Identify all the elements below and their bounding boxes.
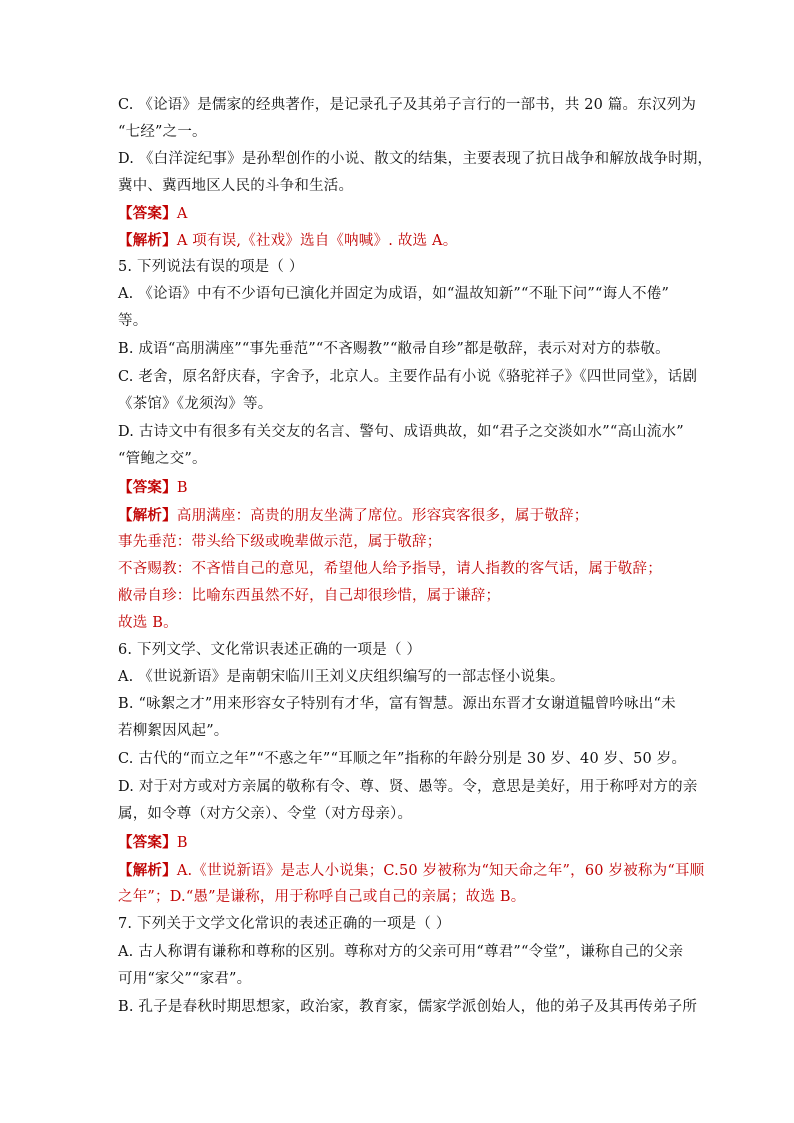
q4-option-d-line1: D. 《白洋淀纪事》是孙犁创作的小说、散文的结集，主要表现了抗日战争和解放战争时期，	[118, 151, 713, 167]
q5-stem: 5. 下列说法有误的项是（ ）	[118, 259, 304, 275]
q5-option-b: B. 成语“高朋满座”“事先垂范”“不吝赐教”“敝帚自珍”都是敬辞，表示对对方的恭敬。	[118, 341, 670, 357]
q6-stem: 6. 下列文学、文化常识表述正确的一项是（ ）	[118, 642, 422, 658]
q6-option-d-line1: D. 对于对方或对方亲属的敬称有令、尊、贤、愚等。令，意思是美好，用于称呼对方的亲	[118, 779, 698, 795]
q4-analysis	[118, 227, 678, 255]
q4-option-c-line1: C. 《论语》是儒家的经典著作，是记录孔子及其弟子言行的一部书，共 20 篇。东汉列为	[118, 97, 697, 113]
analysis-tag: 【解析】	[118, 862, 177, 879]
analysis-text: 高朋满座：高贵的朋友坐满了席位。形容宾客很多，属于敬辞；	[176, 508, 589, 524]
q5-option-a-line1: A. 《论语》中有不少语句已演化并固定为成语，如“温故知新”“不耻下问”“诲人不倦”	[118, 286, 670, 302]
q5-answer	[118, 474, 678, 502]
q7-option-a-line2: 可用“家父”“家君”。	[118, 971, 252, 987]
q6-analysis-line2: 之年”；D.“愚”是谦称，用于称呼自己或自己的亲属；故选 B。	[118, 889, 526, 905]
q5-analysis-line4: 敝帚自珍：比喻东西虽然不好，自己却很珍惜，属于谦辞；	[118, 588, 501, 604]
answer-tag: 【答案】	[118, 834, 177, 851]
q5-option-c-line2: 《茶馆》《龙须沟》等。	[118, 396, 273, 412]
q6-analysis-line1	[118, 857, 705, 885]
q5-option-d-line2: “管鲍之交”。	[118, 451, 207, 467]
q5-analysis-line3: 不吝赐教：不吝惜自己的意见，希望他人给予指导，请人指教的客气话，属于敬辞；	[118, 561, 662, 577]
q6-option-b-line2: 若柳絮因风起”。	[118, 723, 229, 739]
q6-option-a: A. 《世说新语》是南朝宋临川王刘义庆组织编写的一部志怪小说集。	[118, 669, 565, 685]
answer-tag: 【答案】	[118, 479, 177, 496]
q5-analysis-line2: 事先垂范：带头给下级或晚辈做示范，属于敬辞；	[118, 534, 442, 550]
analysis-tag: 【解析】	[118, 507, 177, 524]
q5-analysis-line1	[118, 502, 678, 530]
q5-analysis-line5: 故选 B。	[118, 615, 178, 631]
q6-option-d-line2: 属，如令尊（对方父亲）、令堂（对方母亲）。	[118, 806, 413, 822]
analysis-text: A 项有误,《社戏》选自《呐喊》. 故选 A。	[176, 233, 458, 249]
answer-tag: 【答案】	[118, 205, 177, 222]
q7-option-b-line1: B. 孔子是春秋时期思想家，政治家，教育家，儒家学派创始人，他的弟子及其再传弟子所	[118, 999, 698, 1015]
analysis-text: A.《世说新语》是志人小说集；C.50 岁被称为“知天命之年”，60 岁被称为“耳顺	[176, 863, 705, 879]
answer-value: A	[176, 206, 188, 222]
q4-answer	[118, 200, 678, 228]
q6-option-c: C. 古代的“而立之年”“不惑之年”“耳顺之年”指称的年龄分别是 30 岁、40 岁、50 岁。	[118, 751, 687, 767]
q7-stem: 7. 下列关于文学文化常识的表述正确的一项是（ ）	[118, 916, 451, 932]
q6-option-b-line1: B. “咏絮之才”用来形容女子特别有才华，富有智慧。源出东晋才女谢道韫曾吟咏出“未	[118, 696, 676, 712]
analysis-tag: 【解析】	[118, 232, 177, 249]
q6-answer	[118, 829, 678, 857]
answer-value: B	[176, 480, 188, 496]
q5-option-a-line2: 等。	[118, 313, 148, 329]
q7-option-a-line1: A. 古人称谓有谦称和尊称的区别。尊称对方的父亲可用“尊君”“令堂”，谦称自己的父亲	[118, 944, 684, 960]
answer-value: B	[176, 835, 188, 851]
q4-option-c-line2: “七经”之一。	[118, 124, 207, 140]
q4-option-d-line2: 冀中、冀西地区人民的斗争和生活。	[118, 178, 354, 194]
q5-option-d-line1: D. 古诗文中有很多有关交友的名言、警句、成语典故，如“君子之交淡如水”“高山流水”	[118, 424, 684, 440]
q5-option-c-line1: C. 老舍，原名舒庆春，字舍予，北京人。主要作品有小说《骆驼祥子》《四世同堂》，话剧	[118, 369, 698, 385]
